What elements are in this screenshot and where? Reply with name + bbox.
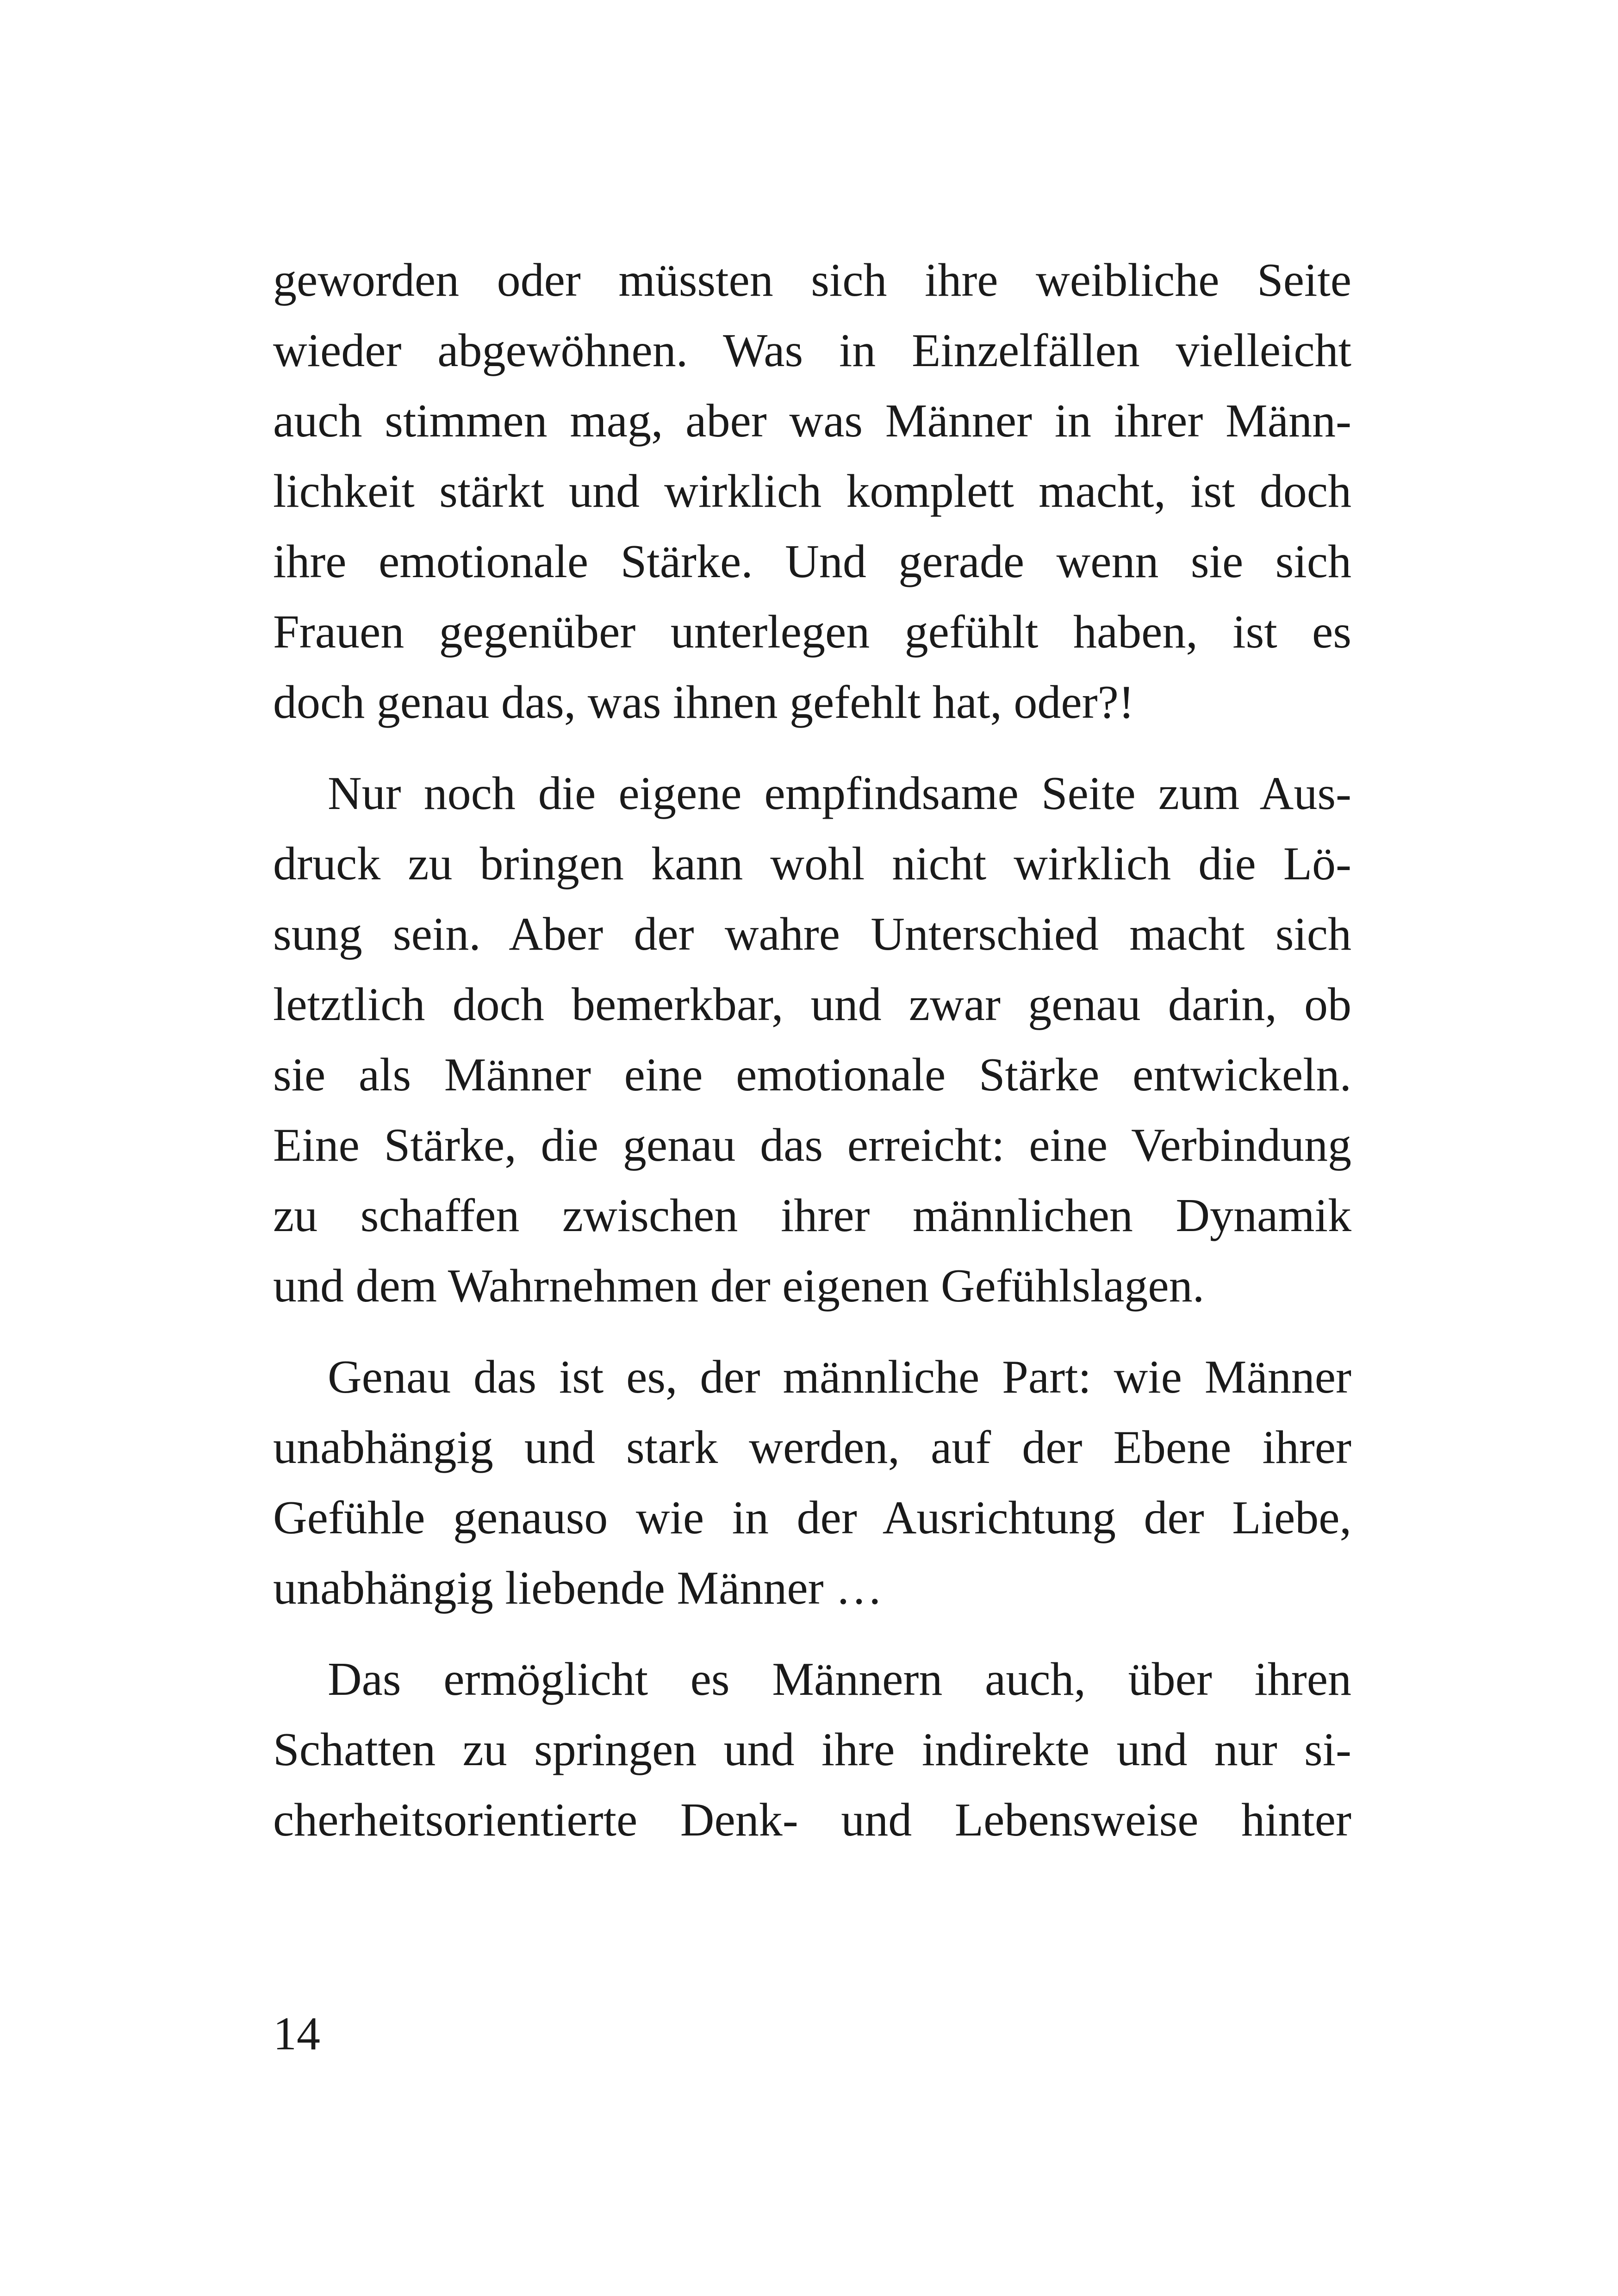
text-line: letztlich doch bemerkbar, und zwar genau darin, ob — [273, 978, 1351, 1031]
text-line: Schatten zu springen und ihre indirekte und nur si- — [273, 1724, 1351, 1776]
text-line: auch stimmen mag, aber was Männer in ihrer Männ- — [273, 395, 1351, 447]
body-text — [273, 245, 1351, 1855]
page-number: 14 — [273, 2008, 320, 2060]
text-line: Gefühle genauso wie in der Ausrichtung der Liebe, — [273, 1492, 1351, 1544]
text-line: Frauen gegenüber unterlegen gefühlt haben, ist es — [273, 606, 1351, 658]
paragraph — [273, 1644, 1351, 1855]
paragraph — [273, 1342, 1351, 1624]
text-line: wieder abgewöhnen. Was in Einzelfällen vielleicht — [273, 324, 1351, 377]
text-line: Das ermöglicht es Männern auch, über ihren — [328, 1653, 1351, 1705]
text-line: sung sein. Aber der wahre Unterschied macht sich — [273, 908, 1351, 960]
paragraph-gap — [273, 1624, 1351, 1644]
paragraph-gap — [273, 1321, 1351, 1342]
text-line: cherheitsorientierte Denk- und Lebensweise hinter — [273, 1794, 1351, 1846]
text-line: Genau das ist es, der männliche Part: wie Männer — [328, 1351, 1351, 1403]
paragraph — [273, 245, 1351, 738]
text-line: lichkeit stärkt und wirklich komplett macht, ist doch — [273, 465, 1351, 517]
text-line: doch genau das, was ihnen gefehlt hat, oder?! — [273, 676, 1134, 728]
text-line: zu schaffen zwischen ihrer männlichen Dynamik — [273, 1189, 1351, 1242]
text-line: und dem Wahrnehmen der eigenen Gefühlslagen. — [273, 1260, 1205, 1312]
text-line: Eine Stärke, die genau das erreicht: eine Verbindung — [273, 1119, 1351, 1171]
text-line: sie als Männer eine emotionale Stärke entwickeln. — [273, 1049, 1351, 1101]
text-line: unabhängig und stark werden, auf der Ebene ihrer — [273, 1421, 1351, 1474]
text-line: geworden oder müssten sich ihre weibliche Seite — [273, 254, 1351, 306]
text-line: ihre emotionale Stärke. Und gerade wenn sie sich — [273, 535, 1351, 588]
paragraph-gap — [273, 738, 1351, 759]
paragraph — [273, 759, 1351, 1321]
text-line: unabhängig liebende Männer … — [273, 1562, 883, 1614]
text-line: druck zu bringen kann wohl nicht wirklich die Lö- — [273, 838, 1351, 890]
text-line: Nur noch die eigene empfindsame Seite zum Aus- — [328, 767, 1351, 820]
